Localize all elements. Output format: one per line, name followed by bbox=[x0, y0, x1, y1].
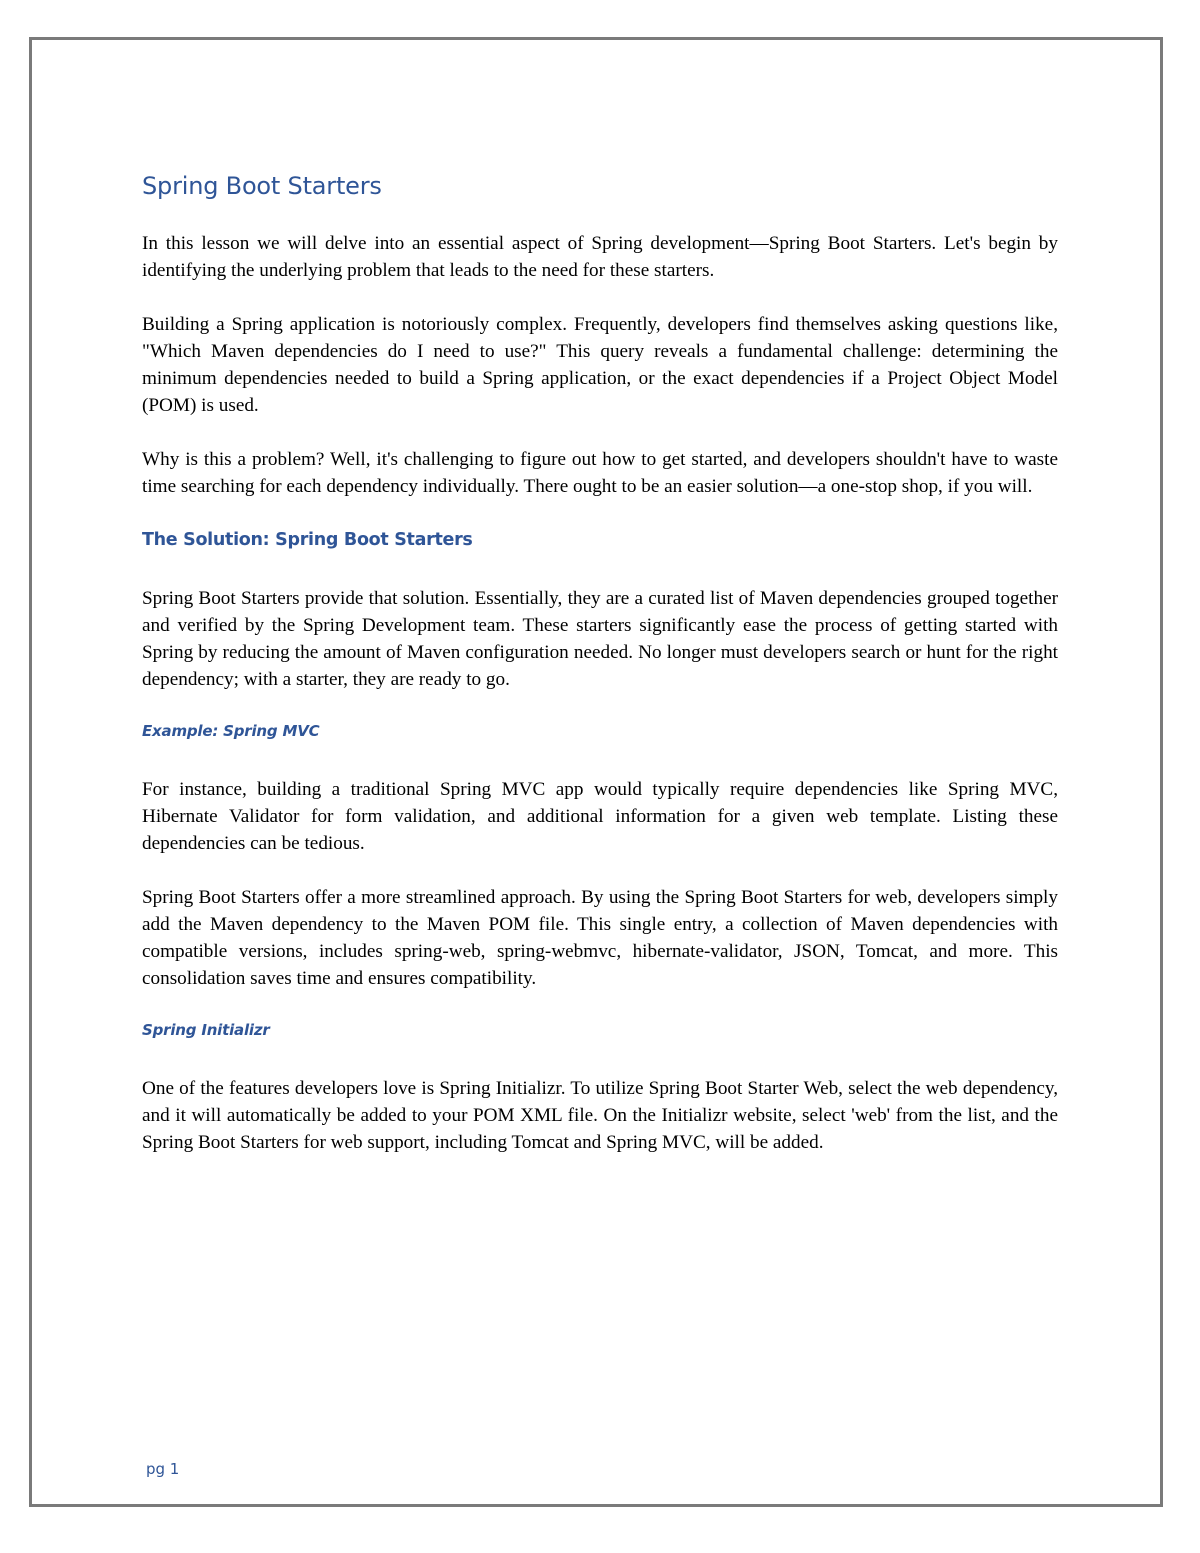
example-heading: Example: Spring MVC bbox=[142, 722, 320, 740]
intro-paragraph-2: Building a Spring application is notoriously complex. Frequently, developers find themselves asking questions like, "Which Maven dependencies do I need to use?" This query reveals a fundamental challenge: determining the minimum dependencies needed to build a Spring application, or the exact dependencies if a Project Object Model (POM) is used. bbox=[142, 314, 1058, 416]
solution-paragraph: Spring Boot Starters provide that solution. Essentially, they are a curated list of Maven dependencies grouped together and verified by the Spring Development team. These starters significantly ease the process of getting started with Spring by reducing the amount of Maven configuration needed. No longer must developers search or hunt for the right dependency; with a starter, they are ready to go. bbox=[142, 588, 1058, 690]
intro-paragraph-3: Why is this a problem? Well, it's challenging to figure out how to get started, and developers shouldn't have to waste time searching for each dependency individually. There ought to be an easier solution—a one-stop shop, if you will. bbox=[142, 449, 1058, 497]
page-title: Spring Boot Starters bbox=[142, 172, 382, 200]
example-paragraph-1: For instance, building a traditional Spring MVC app would typically require dependencies like Spring MVC, Hibernate Validator for form validation, and additional information for a given web template. Listing these dependencies can be tedious. bbox=[142, 779, 1058, 854]
solution-heading: The Solution: Spring Boot Starters bbox=[142, 530, 473, 550]
initializr-paragraph: One of the features developers love is Spring Initializr. To utilize Spring Boot Starter Web, select the web dependency, and it will automatically be added to your POM XML file. On the Initializr website, select 'web' from the list, and the Spring Boot Starters for web support, including Tomcat and Spring MVC, will be added. bbox=[142, 1078, 1058, 1153]
page-number: pg 1 bbox=[146, 1460, 180, 1478]
document-body bbox=[142, 170, 1058, 1183]
initializr-heading: Spring Initializr bbox=[142, 1021, 270, 1039]
example-paragraph-2: Spring Boot Starters offer a more streamlined approach. By using the Spring Boot Starters for web, developers simply add the Maven dependency to the Maven POM file. This single entry, a collection of Maven dependencies with compatible versions, includes spring-web, spring-webmvc, hibernate-validator, JSON, Tomcat, and more. This consolidation saves time and ensures compatibility. bbox=[142, 887, 1058, 989]
intro-paragraph-1: In this lesson we will delve into an essential aspect of Spring development—Spring Boot Starters. Let's begin by identifying the underlying problem that leads to the need for these starters. bbox=[142, 233, 1058, 281]
